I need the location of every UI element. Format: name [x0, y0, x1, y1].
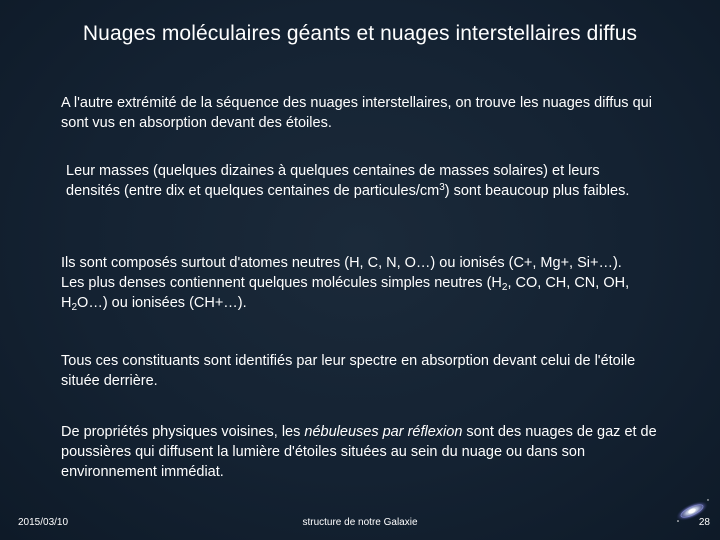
page-number: 28 [698, 517, 710, 528]
paragraph-reflection-nebulae [61, 422, 661, 482]
paragraph-spectrum [61, 351, 661, 391]
paragraph-text: Les plus denses contiennent quelques molécules simples neutres (H [61, 275, 502, 291]
paragraph-masses-densities [66, 161, 656, 201]
slide-title: Nuages moléculaires géants et nuages interstellaires diffus [82, 22, 638, 45]
galaxy-icon [672, 494, 718, 528]
footer-date: 2015/03/10 [18, 517, 69, 528]
paragraph-text: Leur masses (quelques dizaines à quelques centaines de masses solaires) et leurs densités (entre dix et quelques centaines de particules/cm [66, 163, 600, 199]
superscript: 3 [439, 182, 445, 193]
paragraph-text: A l'autre extrémité de la séquence des nuages interstellaires, on trouve les nuages diffus qui sont vus en absorption devant des étoiles. [61, 95, 652, 131]
footer-title: structure de notre Galaxie [302, 517, 418, 528]
paragraph-text: O…) ou ionisées (CH+…). [77, 295, 247, 311]
subscript: 2 [501, 282, 508, 293]
subscript: 2 [71, 302, 78, 313]
paragraph-text: ) sont beaucoup plus faibles. [444, 183, 630, 199]
paragraph-text: Ils sont composés surtout d'atomes neutres (H, C, N, O…) ou ionisés (C+, Mg+, Si+…). [61, 255, 622, 271]
paragraph-text: , CO, CH, CN, OH, H [61, 275, 630, 311]
emphasis-text: nébuleuses par réflexion [304, 424, 463, 440]
paragraph-text: Tous ces constituants sont identifiés par leur spectre en absorption devant celui de l'étoile située derrière. [61, 353, 636, 389]
paragraph-text: sont des nuages de gaz et de poussières qui diffusent la lumière d'étoiles situées au sein du nuage ou dans son environnement immédiat. [61, 424, 657, 480]
paragraph-diffuse-clouds [61, 93, 661, 133]
paragraph-text: De propriétés physiques voisines, les [61, 424, 305, 440]
paragraph-composition [61, 253, 661, 313]
